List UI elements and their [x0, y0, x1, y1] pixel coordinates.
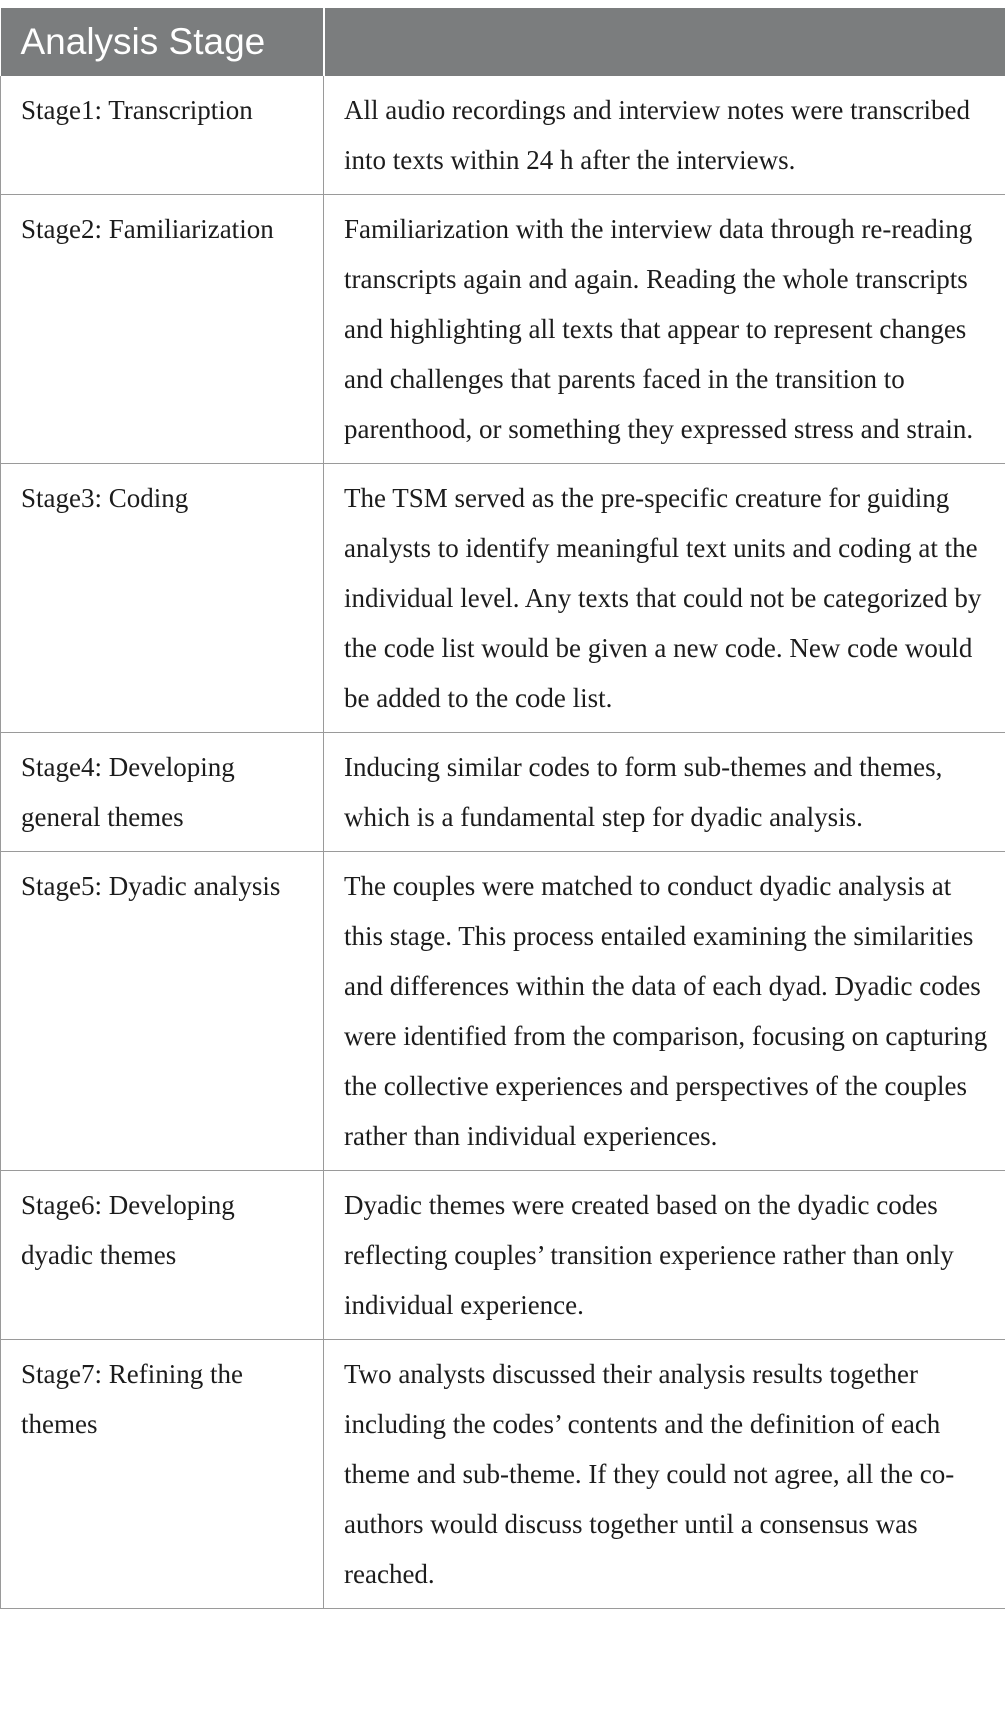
table-row — [1, 733, 1005, 852]
stage-description-cell: Inducing similar codes to form sub-themes and themes, which is a fundamental step for dyadic analysis. — [324, 733, 1005, 852]
stage-name-cell: Stage7: Refining the themes — [1, 1340, 324, 1609]
analysis-stage-table — [0, 8, 1005, 1609]
header-description — [324, 8, 1005, 76]
stage-name-cell: Stage1: Transcription — [1, 76, 324, 195]
table-row — [1, 76, 1005, 195]
stage-description-cell: The TSM served as the pre-specific creature for guiding analysts to identify meaningful text units and coding at the individual level. Any texts that could not be categorized by the code list would be given a new code. New code would be added to the code list. — [324, 464, 1005, 733]
table-header-row — [1, 8, 1005, 76]
table-row — [1, 852, 1005, 1171]
stage-description-cell: Familiarization with the interview data through re-reading transcripts again and again. Reading the whole transcripts and highlighting all texts that appear to represent changes and challenges that parents faced in the transition to parenthood, or something they expressed stress and strain. — [324, 195, 1005, 464]
stage-name-cell: Stage4: Developing general themes — [1, 733, 324, 852]
analysis-stage-table-container — [0, 8, 1005, 1609]
stage-name-cell: Stage6: Developing dyadic themes — [1, 1171, 324, 1340]
header-analysis-stage: Analysis Stage — [1, 8, 324, 76]
table-row — [1, 195, 1005, 464]
stage-description-cell: All audio recordings and interview notes were transcribed into texts within 24 h after the interviews. — [324, 76, 1005, 195]
stage-name-cell: Stage3: Coding — [1, 464, 324, 733]
table-row — [1, 1171, 1005, 1340]
table-row — [1, 464, 1005, 733]
stage-description-cell: Dyadic themes were created based on the dyadic codes reflecting couples’ transition experience rather than only individual experience. — [324, 1171, 1005, 1340]
stage-description-cell: The couples were matched to conduct dyadic analysis at this stage. This process entailed examining the similarities and differences within the data of each dyad. Dyadic codes were identified from the comparison, focusing on capturing the collective experiences and perspectives of the couples rather than individual experiences. — [324, 852, 1005, 1171]
stage-name-cell: Stage2: Familiarization — [1, 195, 324, 464]
stage-description-cell: Two analysts discussed their analysis results together including the codes’ contents and the definition of each theme and sub-theme. If they could not agree, all the co-authors would discuss together until a consensus was reached. — [324, 1340, 1005, 1609]
stage-name-cell: Stage5: Dyadic analysis — [1, 852, 324, 1171]
table-row — [1, 1340, 1005, 1609]
